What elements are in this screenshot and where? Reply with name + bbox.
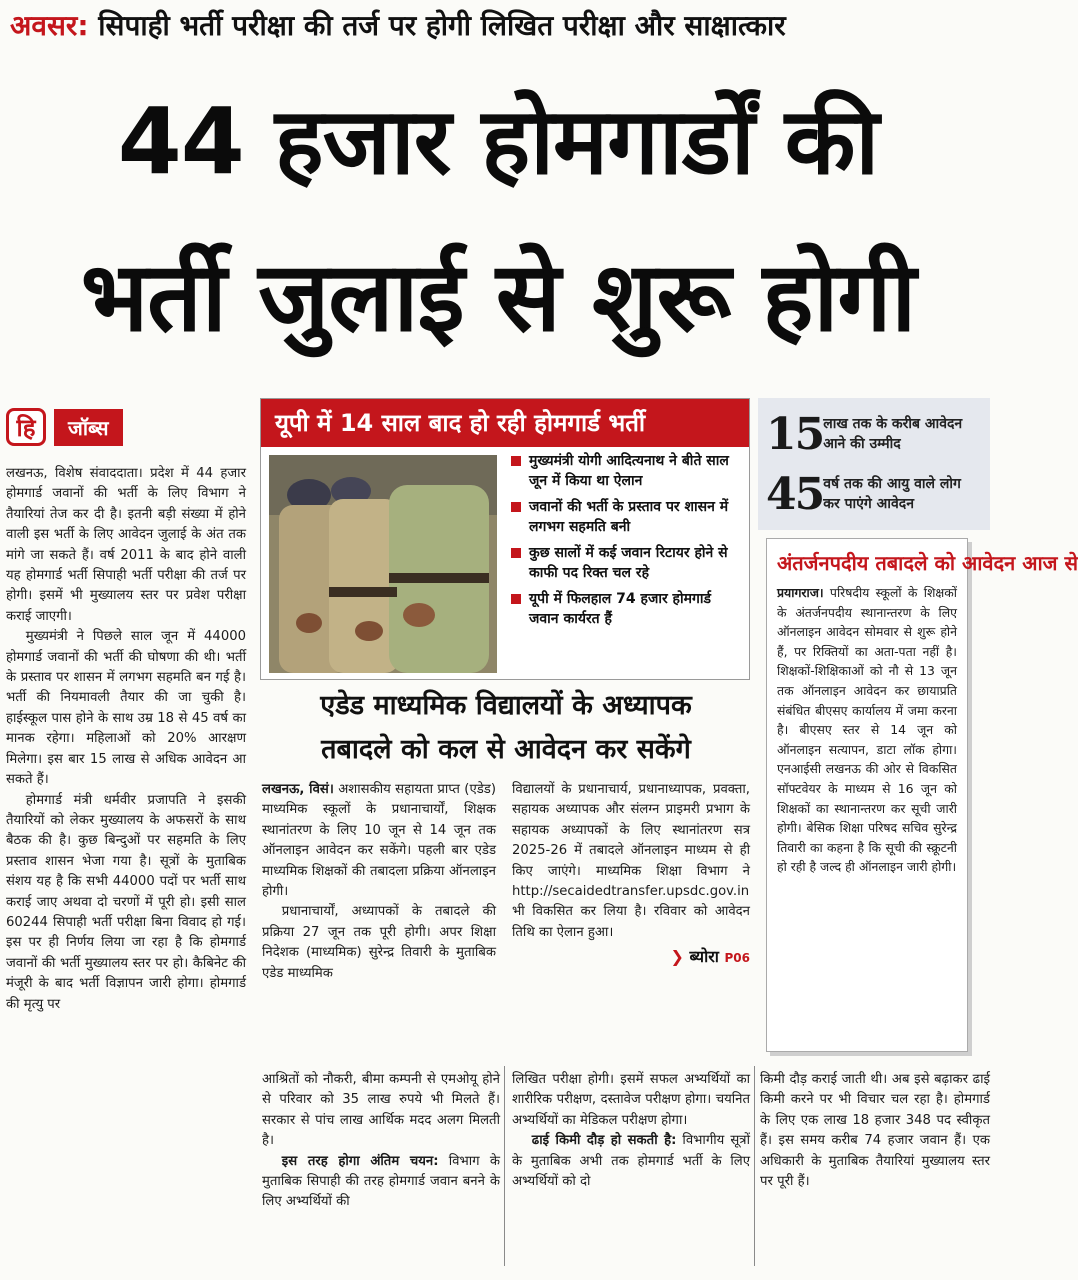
- feature-point-text: मुख्यमंत्री योगी आदित्यनाथ ने बीते साल जून में किया था ऐलान: [529, 453, 729, 489]
- aided-story-column-1: [262, 780, 496, 1060]
- stat-text: लाख तक के करीब आवेदन आने की उम्मीद: [823, 416, 963, 452]
- more-label: ब्योरा: [689, 947, 719, 967]
- aided-headline: [262, 684, 750, 774]
- aided-dateline: लखनऊ, विसं।: [262, 782, 334, 797]
- aided-headline-line-2: तबादले को कल से आवेदन कर सकेंगे: [321, 734, 691, 765]
- stat-text: वर्ष तक की आयु वाले लोग कर पाएंगे आवेदन: [823, 476, 961, 512]
- kicker-line: [10, 6, 986, 62]
- section-tag: [6, 398, 246, 456]
- continued-text: किमी दौड़ कराई जाती थी। अब इसे बढ़ाकर ढाई किमी करने पर भी विचार चल रहा है। होमगार्ड के लिए एक लाख 18 हजार 348 पद स्वीकृत हैं। इस समय करीब 74 हजार जवान हैं। एक अधिकारी के मुताबिक तैयारियां मुख्यालय स्तर पर पूरी हैं।: [760, 1072, 990, 1190]
- transfer-dateline: प्रयागराज।: [777, 585, 824, 600]
- stat-row: [766, 464, 982, 524]
- feature-point-text: जवानों की भर्ती के प्रस्ताव पर शासन में लगभग सहमति बनी: [529, 499, 729, 535]
- bullet-square-icon: [511, 502, 521, 512]
- feature-points-list: [509, 451, 745, 635]
- main-story-continued-3: [760, 1070, 990, 1270]
- headline-line-1: 44 हजार होमगार्डों की: [117, 88, 879, 195]
- aided-paragraph-3: विद्यालयों के प्रधानाचार्य, प्रधानाध्यापक, प्रवक्ता, सहायक अध्यापक और संलग्न प्राइमरी प्रभाग के सहायक अध्यापकों के लिए स्थानांतरण सत्र 2025-26 में तबादले ऑनलाइन माध्यम से ही किए जाएंगे। माध्यमिक शिक्षा विभाग ने http://secaidedtransfer.upsdc.gov.in भी विकसित कर लिया है। रविवार को आवेदन तिथि का ऐलान हुआ।: [512, 782, 750, 940]
- more-page: P06: [724, 951, 750, 966]
- feature-point-text: कुछ सालों में कई जवान रिटायर होने से काफी पद रिक्त चल रहे: [529, 545, 728, 581]
- main-story-continued-2: [512, 1070, 750, 1270]
- aided-headline-line-1: एडेड माध्यमिक विद्यालयों के अध्यापक: [320, 690, 692, 721]
- homeguard-photo: [269, 455, 497, 673]
- final-selection-paragraph: [262, 1152, 500, 1213]
- bullet-square-icon: [511, 594, 521, 604]
- transfer-body-text: परिषदीय स्कूलों के शिक्षकों के अंतर्जनपदीय स्थानान्तरण के लिए ऑनलाइन आवेदन सोमवार से शुरू होने हैं, पर रिक्तियों का अता-पता नहीं है। शिक्षकों-शिक्षिकाओं को नौ से 13 जून तक ऑनलाइन आवेदन कर छायाप्रति संबंधित बीएसए कार्यालय में जमा करना है। बीएसए स्तर से 14 जून को ऑनलाइन सत्यापन, डाटा लॉक होगा। एनआईसी लखनऊ की ओर से विकसित सॉफ्टवेयर के माध्यम से 16 जून को शिक्षकों का स्थानान्तरण कर सूची जारी होगी। बेसिक शिक्षा परिषद सचिव सुरेन्द्र तिवारी का कहना है कि सूची की स्क्रूटनी हो रही है जल्द ही ऑनलाइन जारी होगी।: [777, 585, 957, 875]
- race-paragraph: [512, 1131, 750, 1192]
- feature-point: [509, 497, 745, 537]
- main-story-paragraph-3: होमगार्ड मंत्री धर्मवीर प्रजापति ने इसकी तैयारियों को लेकर मुख्यालय के अफसरों के साथ बैठक की है। कुछ बिन्दुओं पर सहमति के लिए प्रस्ताव शासन भेजा गया है। सूत्रों के मुताबिक संशय यह है कि सभी 44000 पदों पर भर्ती साथ कराई जाए अथवा दो चरणों में पूरी हो। इसी साल 60244 सिपाही भर्ती परीक्षा बिना विवाद हो गई। इस पर ही निर्णय लिया जा रहा है कि होमगार्ड जवानों की भर्ती मुख्यालय स्तर पर हो। कैबिनेट की मंजूरी के बाद भर्ती विज्ञापन जारी होगा। होमगार्ड की मृत्यु पर: [6, 792, 246, 1012]
- race-subhead: ढाई किमी दौड़ हो सकती है:: [531, 1133, 677, 1149]
- race-text: विभागीय सूत्रों के मुताबिक अभी तक होमगार्ड भर्ती के लिए अभ्यर्थियों को दो: [512, 1133, 750, 1190]
- stat-number: 15: [766, 408, 824, 460]
- aided-paragraph-1-text: अशासकीय सहायता प्राप्त (एडेड) माध्यमिक स्कूलों के प्रधानाचार्यों, शिक्षक स्थानांतरण के लिए 10 जून से 14 जून तक ऑनलाइन आवेदन कर सकेंगे। पहली बार एडेड माध्यमिक शिक्षकों की तबादला प्रक्रिया ऑनलाइन होगी।: [262, 782, 496, 900]
- feature-point: [509, 589, 745, 629]
- homeguard-photo-illustration: [269, 455, 497, 673]
- hindustan-logo-icon: हि: [6, 408, 46, 446]
- aided-story-column-2: [512, 780, 750, 1060]
- more-link[interactable]: [512, 945, 750, 967]
- final-selection-subhead: इस तरह होगा अंतिम चयन:: [281, 1153, 439, 1169]
- kicker-prefix: अवसर:: [10, 9, 89, 42]
- main-story-paragraph-1: लखनऊ, विशेष संवाददाता। प्रदेश में 44 हजार होमगार्ड जवानों की भर्ती के लिए विभाग ने तैयारियां तेज कर दी है। इतनी बड़ी संख्या में होने वाली इस भर्ती के लिए आवेदन जुलाई के अंत तक मांगे जा सकते हैं। वर्ष 2011 के बाद होने वाली यह होमगार्ड भर्ती सिपाही भर्ती परीक्षा की तर्ज पर होगी। इसमें भी मुख्यालय स्तर पर प्रवेश परीक्षा कराई जाएगी।: [6, 466, 246, 624]
- section-label: जॉब्स: [54, 409, 123, 446]
- feature-point: [509, 543, 745, 583]
- final-selection-text: विभाग के मुताबिक सिपाही की तरह होमगार्ड जवान बनने के लिए अभ्यर्थियों की: [262, 1153, 500, 1210]
- main-story-continued-1: [262, 1070, 500, 1270]
- stat-row: [766, 404, 982, 464]
- transfer-body: [777, 583, 957, 877]
- stat-number: 45: [766, 468, 824, 520]
- transfer-box: [766, 538, 1078, 1052]
- bullet-square-icon: [511, 548, 521, 558]
- kicker-text: सिपाही भर्ती परीक्षा की तर्ज पर होगी लिखित परीक्षा और साक्षात्कार: [98, 9, 786, 42]
- feature-point-text: यूपी में फिलहाल 74 हजार होमगार्ड जवान कार्यरत हैं: [529, 591, 711, 627]
- main-story-column: [6, 398, 246, 1266]
- chevron-right-icon: ❯: [670, 947, 684, 967]
- feature-point: [509, 451, 745, 491]
- column-divider: [754, 1066, 755, 1266]
- main-story-paragraph-2: मुख्यमंत्री ने पिछले साल जून में 44000 होमगार्ड जवानों की भर्ती की घोषणा की थी। भर्ती के प्रस्ताव पर शासन में लगभग सहमति बन गई है। भर्ती की नियमावली तैयार की जा चुकी है। हाईस्कूल पास होने के साथ उम्र 18 से 45 वर्ष का मानक रहेगा। महिलाओं को 20% आरक्षण मिलेगा। इस बार 15 लाख से अधिक आवेदन आ सकते हैं।: [6, 629, 246, 788]
- bullet-square-icon: [511, 456, 521, 466]
- aided-paragraph-2: प्रधानाचार्यों, अध्यापकों के तबादले की प्रक्रिया 27 जून तक पूरी होगी। अपर शिक्षा निदेशक (माध्यमिक) सुरेन्द्र तिवारी के मुताबिक एडेड माध्यमिक: [262, 904, 496, 981]
- continued-text: लिखित परीक्षा होगी। इसमें सफल अभ्यर्थियों का शारीरिक परीक्षण, दस्तावेज परीक्षण होगा। चयनित अभ्यर्थियों का मेडिकल परीक्षण होगा।: [512, 1072, 750, 1128]
- aided-paragraph-1: [262, 780, 496, 902]
- feature-title: यूपी में 14 साल बाद हो रही होमगार्ड भर्ती: [261, 399, 749, 447]
- feature-box: [260, 398, 750, 680]
- column-divider: [504, 1066, 505, 1266]
- headline-line-2: भर्ती जुलाई से शुरू होगी: [80, 241, 916, 353]
- continued-text: आश्रितों को नौकरी, बीमा कम्पनी से एमओयू होने से परिवार को 35 लाख रुपये भी मिलते हैं। सरकार से पांच लाख आर्थिक मदद अलग मिलती है।: [262, 1072, 500, 1149]
- transfer-headline: अंतर्जनपदीय तबादले को आवेदन आज से: [777, 551, 1078, 575]
- stats-box: [758, 398, 990, 530]
